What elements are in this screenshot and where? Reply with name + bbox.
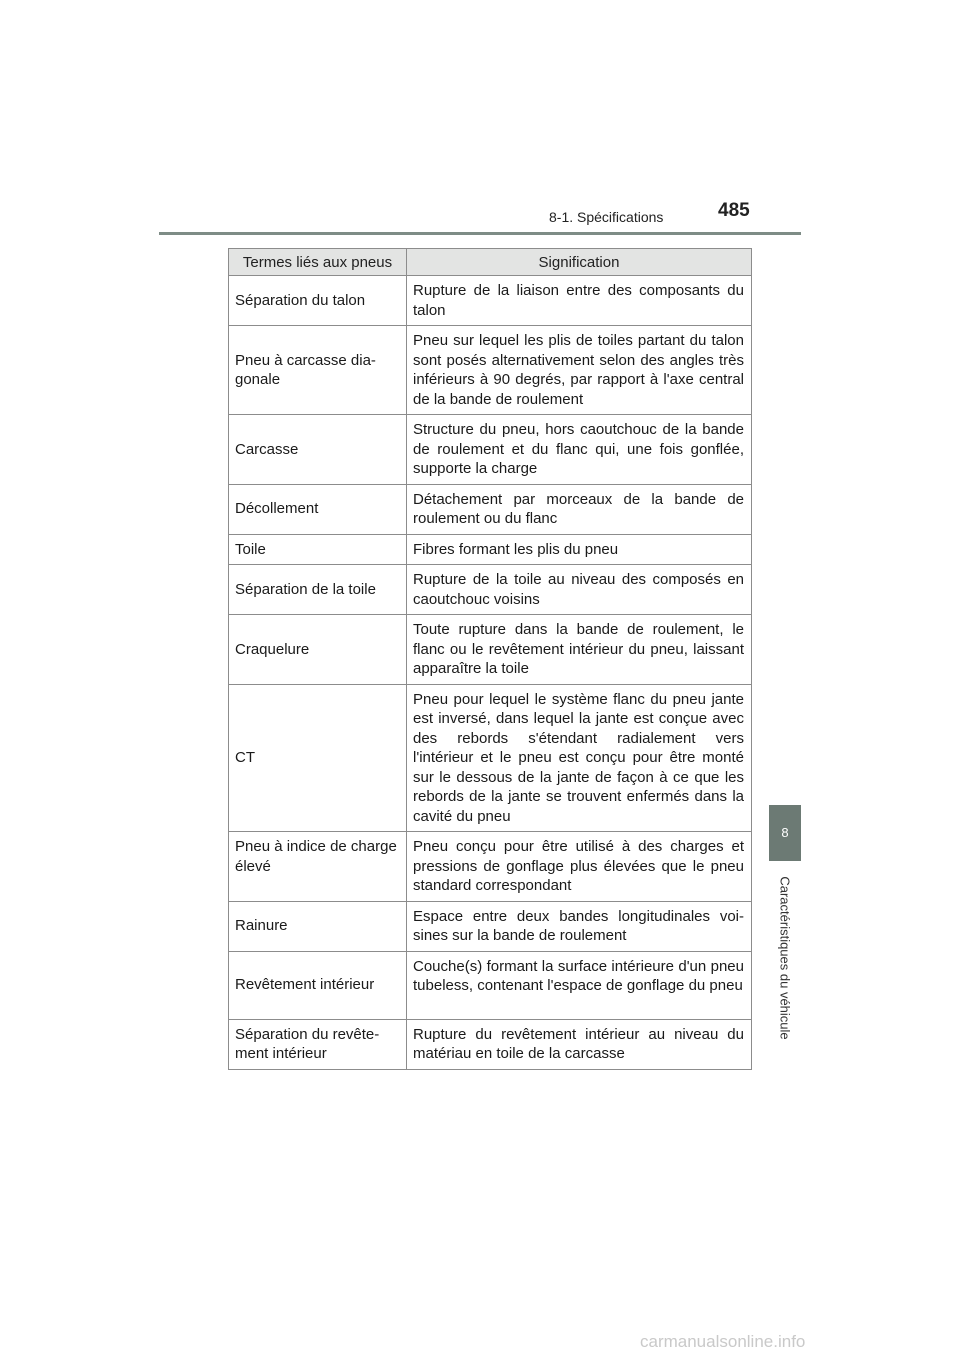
header-rule xyxy=(159,232,801,235)
definition-cell: Pneu pour lequel le système flanc du pneu jante est inversé, dans lequel la jante est conçue avec des rebords s'étendant radialement vers l'intérieur et le pneu est conçu pour être monté sur le dessous de la jante de façon à ce que les rebords de la jante se trouvent enfermés dans la cavité du pneu xyxy=(407,684,752,832)
term-cell: Toile xyxy=(229,534,407,565)
definition-cell: Toute rupture dans la bande de roulement, le flanc ou le revêtement intérieur du pneu, laissant apparaître la toile xyxy=(407,615,752,685)
term-cell: Rainure xyxy=(229,901,407,951)
definition-cell: Détachement par morceaux de la bande de roulement ou du flanc xyxy=(407,484,752,534)
term-cell: Séparation de la toile xyxy=(229,565,407,615)
term-cell: Pneu à carcasse diagonale xyxy=(229,326,407,415)
table-row xyxy=(229,1019,752,1069)
term-cell: Séparation du talon xyxy=(229,276,407,326)
chapter-tab: 8 xyxy=(769,805,801,861)
definition-cell: Pneu conçu pour être utilisé à des charges et pressions de gonflage plus élevées que le pneu standard correspondant xyxy=(407,832,752,902)
term-cell: Séparation du revêtement intérieur xyxy=(229,1019,407,1069)
table-row xyxy=(229,276,752,326)
table-row xyxy=(229,326,752,415)
header-section-title: 8-1. Spécifications xyxy=(549,209,664,225)
table-row xyxy=(229,415,752,485)
term-cell: Carcasse xyxy=(229,415,407,485)
chapter-tab-label: Caractéristiques du véhicule xyxy=(777,876,793,1040)
term-cell: Décollement xyxy=(229,484,407,534)
table-row xyxy=(229,832,752,902)
site-watermark: carmanualsonline.info xyxy=(640,1332,806,1351)
page-number: 485 xyxy=(718,200,750,221)
column-header-term: Termes liés aux pneus xyxy=(229,249,407,276)
table-row xyxy=(229,615,752,685)
term-cell: Revêtement intérieur xyxy=(229,951,407,1019)
column-header-meaning: Signification xyxy=(407,249,752,276)
table-row xyxy=(229,565,752,615)
term-cell: Pneu à indice de charge élevé xyxy=(229,832,407,902)
definition-cell: Rupture de la liaison entre des composants du talon xyxy=(407,276,752,326)
definition-cell: Fibres formant les plis du pneu xyxy=(407,534,752,565)
term-cell: Craquelure xyxy=(229,615,407,685)
definition-cell: Structure du pneu, hors caoutchouc de la bande de roulement et du flanc qui, une fois gonflée, supporte la charge xyxy=(407,415,752,485)
definition-cell: Espace entre deux bandes longitudinales voisines sur la bande de roulement xyxy=(407,901,752,951)
definition-cell: Pneu sur lequel les plis de toiles partant du talon sont posés alternativement selon des angles très inférieurs à 90 degrés, par rapport à l'axe central de la bande de roulement xyxy=(407,326,752,415)
definition-cell: Couche(s) formant la surface intérieure d'un pneu tubeless, contenant l'espace de gonflage du pneu xyxy=(407,951,752,1019)
table-row xyxy=(229,684,752,832)
term-cell: CT xyxy=(229,684,407,832)
table-row xyxy=(229,951,752,1019)
table-row xyxy=(229,534,752,565)
definition-cell: Rupture de la toile au niveau des composés en caoutchouc voisins xyxy=(407,565,752,615)
definition-cell: Rupture du revêtement intérieur au niveau du matériau en toile de la carcasse xyxy=(407,1019,752,1069)
table-header-row xyxy=(229,249,752,276)
table-row xyxy=(229,901,752,951)
table-row xyxy=(229,484,752,534)
tire-terms-table xyxy=(228,248,752,1070)
